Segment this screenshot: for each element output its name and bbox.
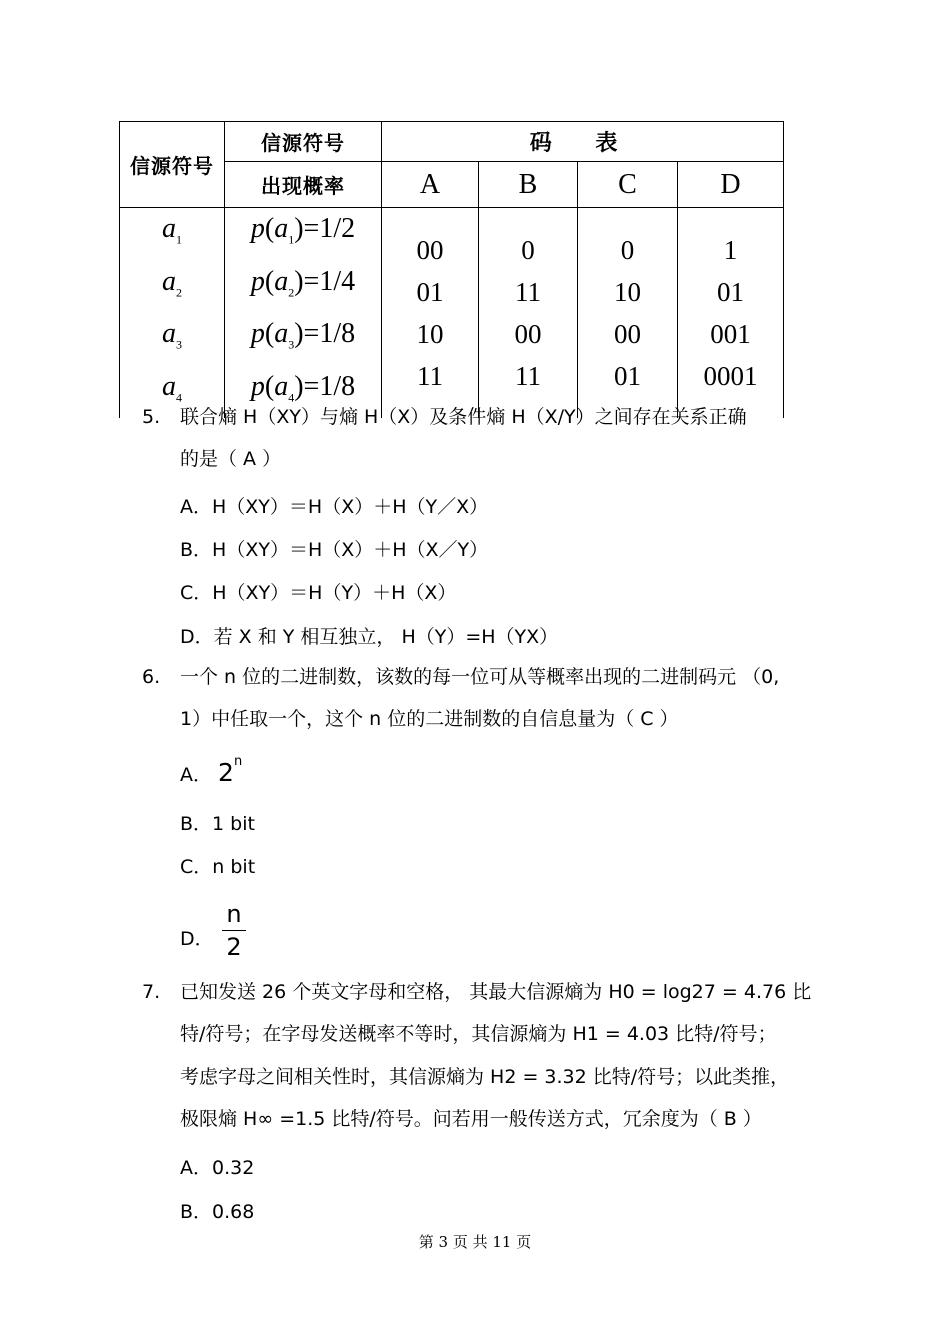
code-column-a [382, 208, 479, 419]
question-6-option-d-label: D． [180, 928, 214, 950]
code-d-a2: 01 [717, 277, 745, 308]
probability-header-cell [225, 162, 382, 208]
question-5-line-2: 的是（ A ） [180, 448, 282, 470]
code-d-a1: 1 [723, 235, 738, 266]
code-c-a2: 10 [614, 277, 641, 308]
page-footer: 第 3 页 共 11 页 [418, 1233, 532, 1251]
question-7-option-a: A．0.32 [180, 1157, 255, 1179]
code-column-b [479, 208, 578, 419]
question-6-option-a-label: A． [180, 764, 212, 786]
column-header-d: D [678, 162, 784, 208]
question-7-number: 7. [142, 981, 161, 1003]
symbol-a1: $a_1$ [162, 213, 182, 247]
code-b-a3: 00 [514, 319, 542, 350]
fraction-numerator: n [226, 900, 242, 928]
question-6-number: 6. [142, 666, 161, 688]
question-6-line-1: 一个 n 位的二进制数，该数的每一位可从等概率出现的二进制码元 （0, [180, 666, 780, 688]
question-5-line-1: 联合熵 H（XY）与熵 H（X）及条件熵 H（X/Y）之间存在关系正确 [180, 406, 747, 428]
code-c-a4: 01 [614, 361, 641, 392]
fraction-bar [222, 930, 246, 931]
symbol-a4: $a_4$ [162, 370, 182, 405]
source-symbol-header: 信源符号 [261, 131, 345, 155]
code-a-a3: 10 [416, 319, 444, 350]
fraction-denominator: 2 [226, 933, 242, 961]
code-table-header: 码 表 [529, 130, 636, 156]
question-7-line-1: 已知发送 26 个英文字母和空格， 其最大信源熵为 H0 = log27 = 4.76 比 [180, 981, 812, 1003]
code-b-a2: 11 [515, 277, 541, 308]
code-a-a2: 01 [416, 277, 444, 308]
row-header-cell [120, 122, 225, 208]
column-header-a: A [382, 162, 479, 208]
question-6-option-a-base: 2 [218, 758, 234, 787]
code-d-a3: 001 [710, 319, 751, 350]
question-7-line-3: 考虑字母之间相关性时，其信源熵为 H2 = 3.32 比特/符号；以此类推， [180, 1066, 790, 1088]
question-6-line-2: 1）中任取一个，这个 n 位的二进制数的自信息量为（ C ） [180, 708, 679, 730]
code-column-d [678, 208, 784, 419]
question-7-line-2: 特/符号；在字母发送概率不等时，其信源熵为 H1 = 4.03 比特/符号； [180, 1023, 777, 1045]
code-a-a1: 00 [416, 235, 444, 266]
symbol-a3: $a_3$ [162, 318, 182, 352]
probability-header: 出现概率 [261, 174, 345, 198]
source-symbol-header-cell [225, 122, 382, 162]
question-5-option-b: B．H（XY）＝H（X）＋H（X／Y） [180, 539, 489, 561]
probability-a1: $p(a_1)=1/2$ [250, 213, 356, 247]
question-5-option-c: C．H（XY）＝H（Y）＋H（X） [180, 582, 457, 604]
code-b-a4: 11 [515, 361, 541, 392]
question-6-option-c: C．n bit [180, 856, 256, 878]
question-6-option-a-exponent: n [233, 754, 243, 769]
column-header-b: B [479, 162, 578, 208]
question-5-option-d: D．若 X 和 Y 相互独立， H（Y）=H（YX） [180, 626, 559, 648]
symbol-a2: $a_2$ [162, 265, 182, 300]
probability-column [225, 208, 382, 419]
code-a-a4: 11 [417, 361, 443, 392]
probability-a3: $p(a_3)=1/8$ [250, 318, 356, 352]
row-header: 信源符号 [130, 154, 214, 178]
symbol-column [120, 208, 225, 419]
code-table [119, 121, 784, 418]
question-7-option-b: B．0.68 [180, 1201, 255, 1223]
code-c-a3: 00 [614, 319, 641, 350]
column-header-c: C [578, 162, 678, 208]
probability-a4: $p(a_4)=1/8$ [250, 370, 356, 405]
code-d-a4: 0001 [703, 361, 758, 392]
code-table-header-cell [382, 122, 784, 162]
question-5-number: 5. [142, 406, 161, 428]
code-c-a1: 0 [620, 235, 635, 266]
question-6-option-d-fraction [222, 900, 246, 961]
question-5-option-a: A．H（XY）＝H（X）＋H（Y／X） [180, 496, 489, 518]
question-6-option-b: B．1 bit [180, 813, 255, 835]
question-7-line-4: 极限熵 H∞ =1.5 比特/符号。问若用一般传送方式，冗余度为（ B ） [180, 1108, 762, 1130]
probability-a2: $p(a_2)=1/4$ [250, 265, 356, 300]
code-b-a1: 0 [521, 235, 535, 266]
question-6-option-a [180, 754, 243, 787]
code-column-c [578, 208, 678, 419]
